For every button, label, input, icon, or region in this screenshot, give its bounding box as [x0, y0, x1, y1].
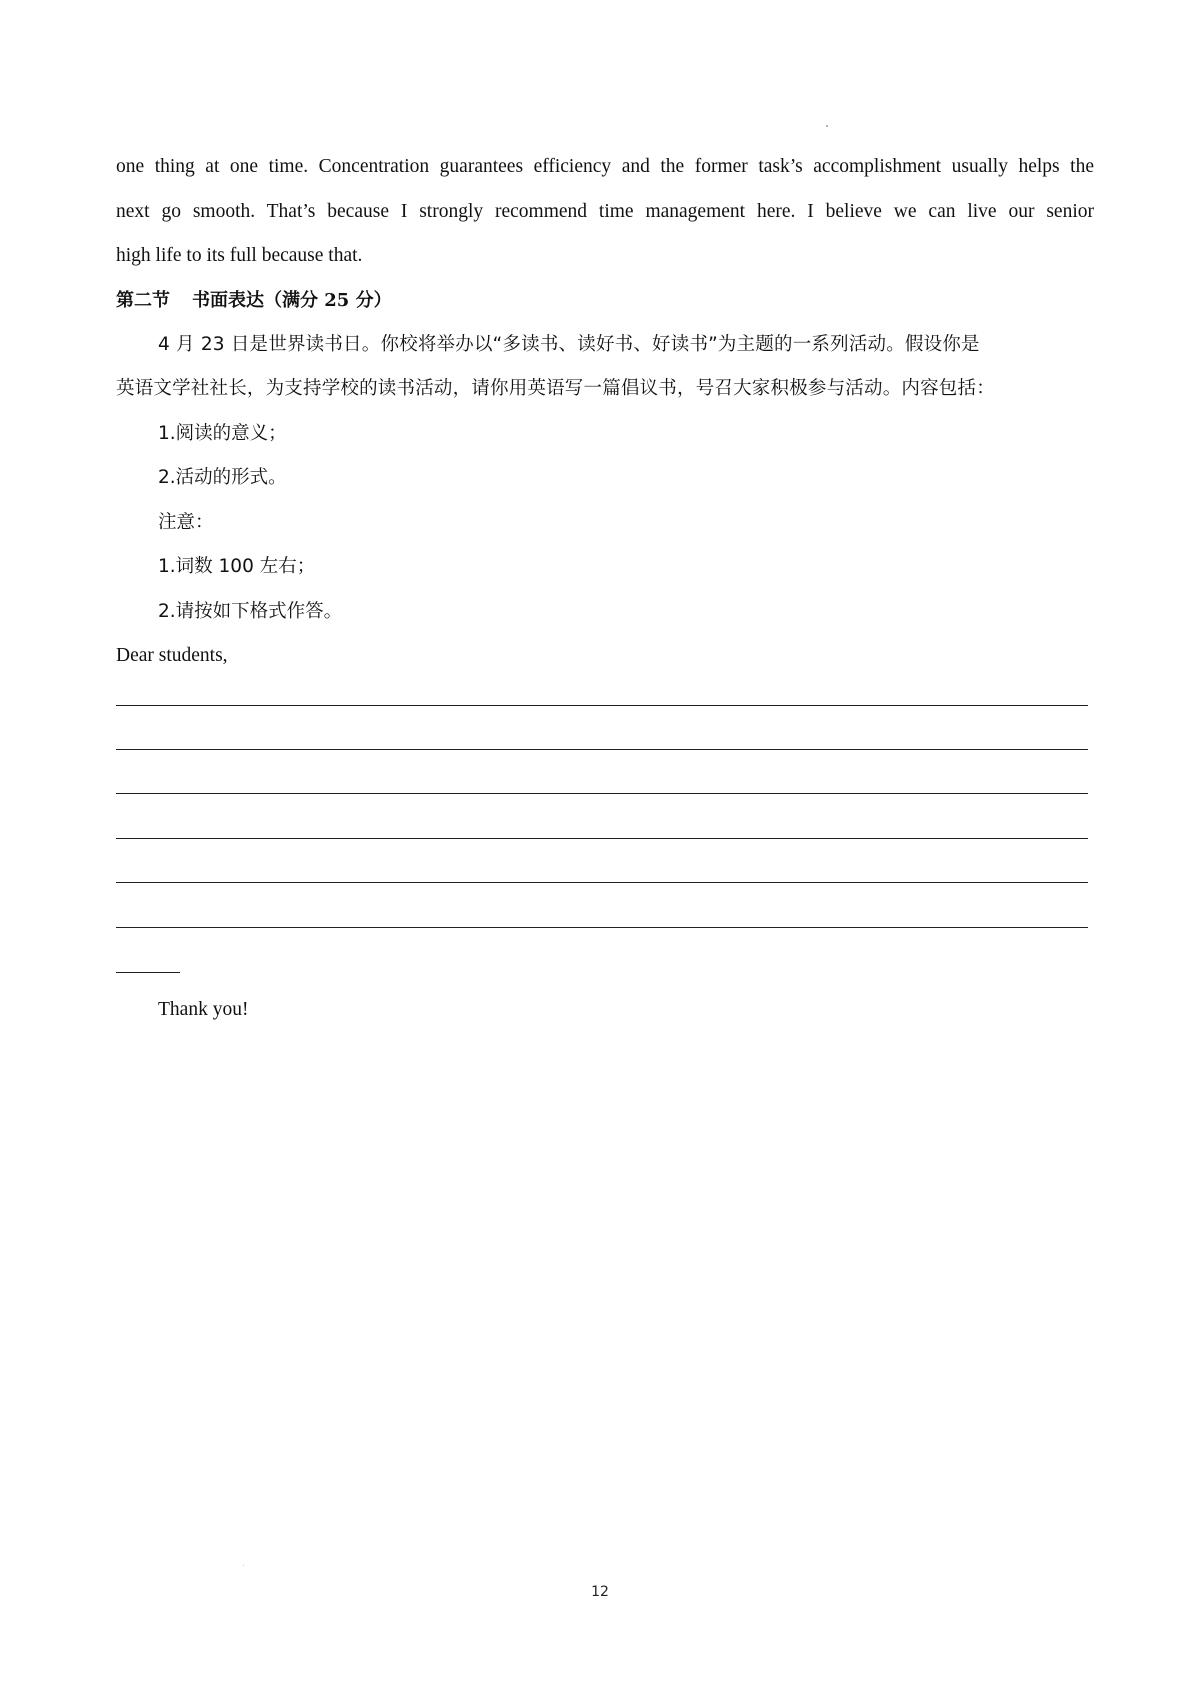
scan-speck — [826, 125, 828, 127]
prompt-line: 4 月 23 日是世界读书日。你校将举办以“多读书、读好书、好读书”为主题的一系列活动。假设你是 — [158, 333, 980, 355]
section-heading — [116, 279, 1094, 323]
essay-line: next go smooth. That’s because I strongly recommend time management here. I believe we can live our senior — [116, 200, 1094, 222]
answer-line[interactable] — [116, 882, 1088, 883]
answer-line[interactable] — [116, 838, 1088, 839]
note-item: 1.词数 100 左右； — [158, 556, 316, 577]
letter-closing: Thank you! — [158, 999, 249, 1020]
answer-line[interactable] — [116, 705, 1088, 706]
letter-salutation: Dear students, — [116, 645, 228, 666]
answer-line[interactable] — [116, 927, 1088, 928]
content-point: 2.活动的形式。 — [158, 467, 287, 488]
section-label: 第二节 — [116, 289, 170, 311]
answer-line[interactable] — [116, 793, 1088, 794]
content-point: 1.阅读的意义； — [158, 422, 287, 444]
note-label: 注意： — [158, 511, 214, 533]
scan-speck — [243, 1565, 244, 1566]
page-number: 12 — [591, 1584, 609, 1600]
section-title: 书面表达（满分 25 分） — [192, 289, 392, 311]
answer-line[interactable] — [116, 749, 1088, 750]
prompt-line: 英语文学社社长，为支持学校的读书活动，请你用英语写一篇倡议书，号召大家积极参与活动。内容包括： — [116, 378, 995, 399]
answer-line-short[interactable] — [116, 972, 180, 973]
note-item: 2.请按如下格式作答。 — [158, 600, 343, 622]
page-content — [116, 145, 1094, 679]
essay-line: high life to its full because that. — [116, 245, 363, 266]
essay-line: one thing at one time. Concentration guarantees efficiency and the former task’s accomplishment usually helps the — [116, 156, 1094, 177]
